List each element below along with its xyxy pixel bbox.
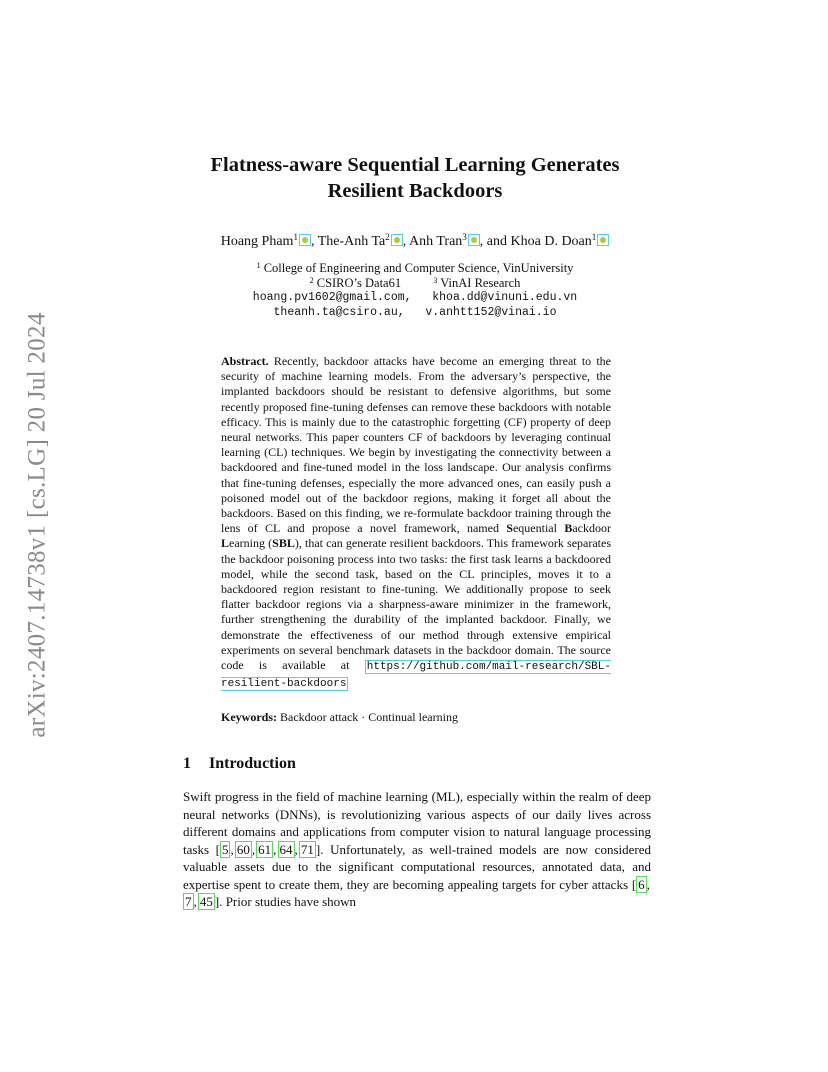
author-name: Anh Tran bbox=[409, 234, 463, 249]
author-name: Khoa D. Doan bbox=[510, 234, 592, 249]
author-list: Hoang Pham$^1$ , The-Anh Ta$^2$ , Anh Tran$^3$ , and Khoa D. Doan$^1$ bbox=[150, 228, 680, 251]
citation-link[interactable]: 60 bbox=[236, 841, 250, 857]
citation-link[interactable]: 64 bbox=[279, 841, 293, 857]
citation-link[interactable]: 6 bbox=[638, 876, 645, 892]
email[interactable]: v.anhtt152@vinai.io bbox=[425, 306, 557, 319]
email[interactable]: hoang.pv1602@gmail.com, bbox=[252, 291, 412, 304]
citation-link[interactable]: 45 bbox=[199, 894, 213, 909]
abstract: Abstract. Recently, backdoor attacks have become an emerging threat to the security of machine learning models. From the adversary’s perspective, the implanted backdoors should be resistant to defensive algorithms, but some recently proposed fine-tuning defenses can remove these backdoors with notable efficacy. This is mainly due to the catastrophic forgetting (CF) property of deep neural networks. This paper counters CF of backdoors by leveraging continual learning (CL) techniques. We begin by investigating the connectivity between a backdoored and fine-tuned model in the loss landscape. Our analysis confirms that fine-tuning defenses, especially the more advanced ones, can easily push a poisoned model out of the backdoor regions, making it forget all about the backdoors. Based on this finding, we re-formulate backdoor training through the lens of CL and propose a novel framework, named Sequential Backdoor Learning (SBL), that can generate resilient backdoors. This framework separates the backdoor poisoning process into two tasks: the first task learns a backdoored model, while the second task, based on the CL principles, moves it to a backdoored region resistant to fine-tuning. We additionally propose to seek flatter backdoor regions via a sharpness-aware minimizer in the framework, further strengthening the durability of the implanted backdoor. Finally, we demonstrate the effectiveness of our method through extensive empirical experiments on several benchmark datasets in the backdoor domain. The source code is available at https://github.com/mail-research/SBL-resilient-backdoors bbox=[221, 354, 612, 691]
arxiv-sidebar-stamp bbox=[20, 290, 56, 760]
email-line-1 bbox=[150, 290, 680, 305]
paper-title: Flatness-aware Sequential Learning Generates Resilient Backdoors bbox=[210, 154, 620, 202]
affiliation-2-3: $^2$ CSIRO’s Data61 $^3$ VinAI Research bbox=[309, 276, 521, 290]
abstract-label: Abstract. bbox=[221, 354, 269, 368]
email-line-2 bbox=[150, 305, 680, 320]
email[interactable]: khoa.dd@vinuni.edu.vn bbox=[432, 291, 578, 304]
citation-link[interactable]: 61 bbox=[258, 841, 272, 857]
citation-link[interactable]: 7 bbox=[185, 894, 192, 909]
keywords: Keywords: Backdoor attack · Continual learning bbox=[221, 710, 458, 724]
arxiv-id: arXiv:2407.14738v1 [cs.LG] 20 Jul 2024 bbox=[24, 312, 51, 738]
author-name: The-Anh Ta bbox=[317, 234, 386, 249]
orcid-icon[interactable] bbox=[468, 234, 480, 246]
email[interactable]: theanh.ta@csiro.au, bbox=[273, 306, 405, 319]
author-name: Hoang Pham bbox=[220, 234, 294, 249]
affiliation-1: $^1$ College of Engineering and Computer Science, VinUniversity bbox=[256, 261, 574, 275]
source-code-link[interactable]: https://github.com/mail-research/SBL-resilient-backdoors bbox=[221, 661, 611, 691]
orcid-icon[interactable] bbox=[391, 234, 403, 246]
orcid-icon[interactable] bbox=[597, 234, 609, 246]
citation-link[interactable]: 5 bbox=[221, 841, 229, 857]
section-heading: 1 Introduction bbox=[183, 755, 296, 772]
introduction-paragraph: Swift progress in the field of machine learning (ML), especially within the realm of deep neural networks (DNNs), is revolutionizing various aspects of our daily lives across different domains and applications from computer vision to natural language processing tasks [ 5 , 60 , 61 , 64 , 71 ]. Unfortunately, as well-trained models are now considered valuable assets due to the significant computational resources, annotated data, and expertise spent to create them, they are becoming appealing targets for cyber attacks [ 6 , 7 , 45 ]. Prior studies have shown bbox=[183, 789, 651, 909]
orcid-icon[interactable] bbox=[299, 234, 311, 246]
citation-link[interactable]: 71 bbox=[300, 841, 314, 857]
